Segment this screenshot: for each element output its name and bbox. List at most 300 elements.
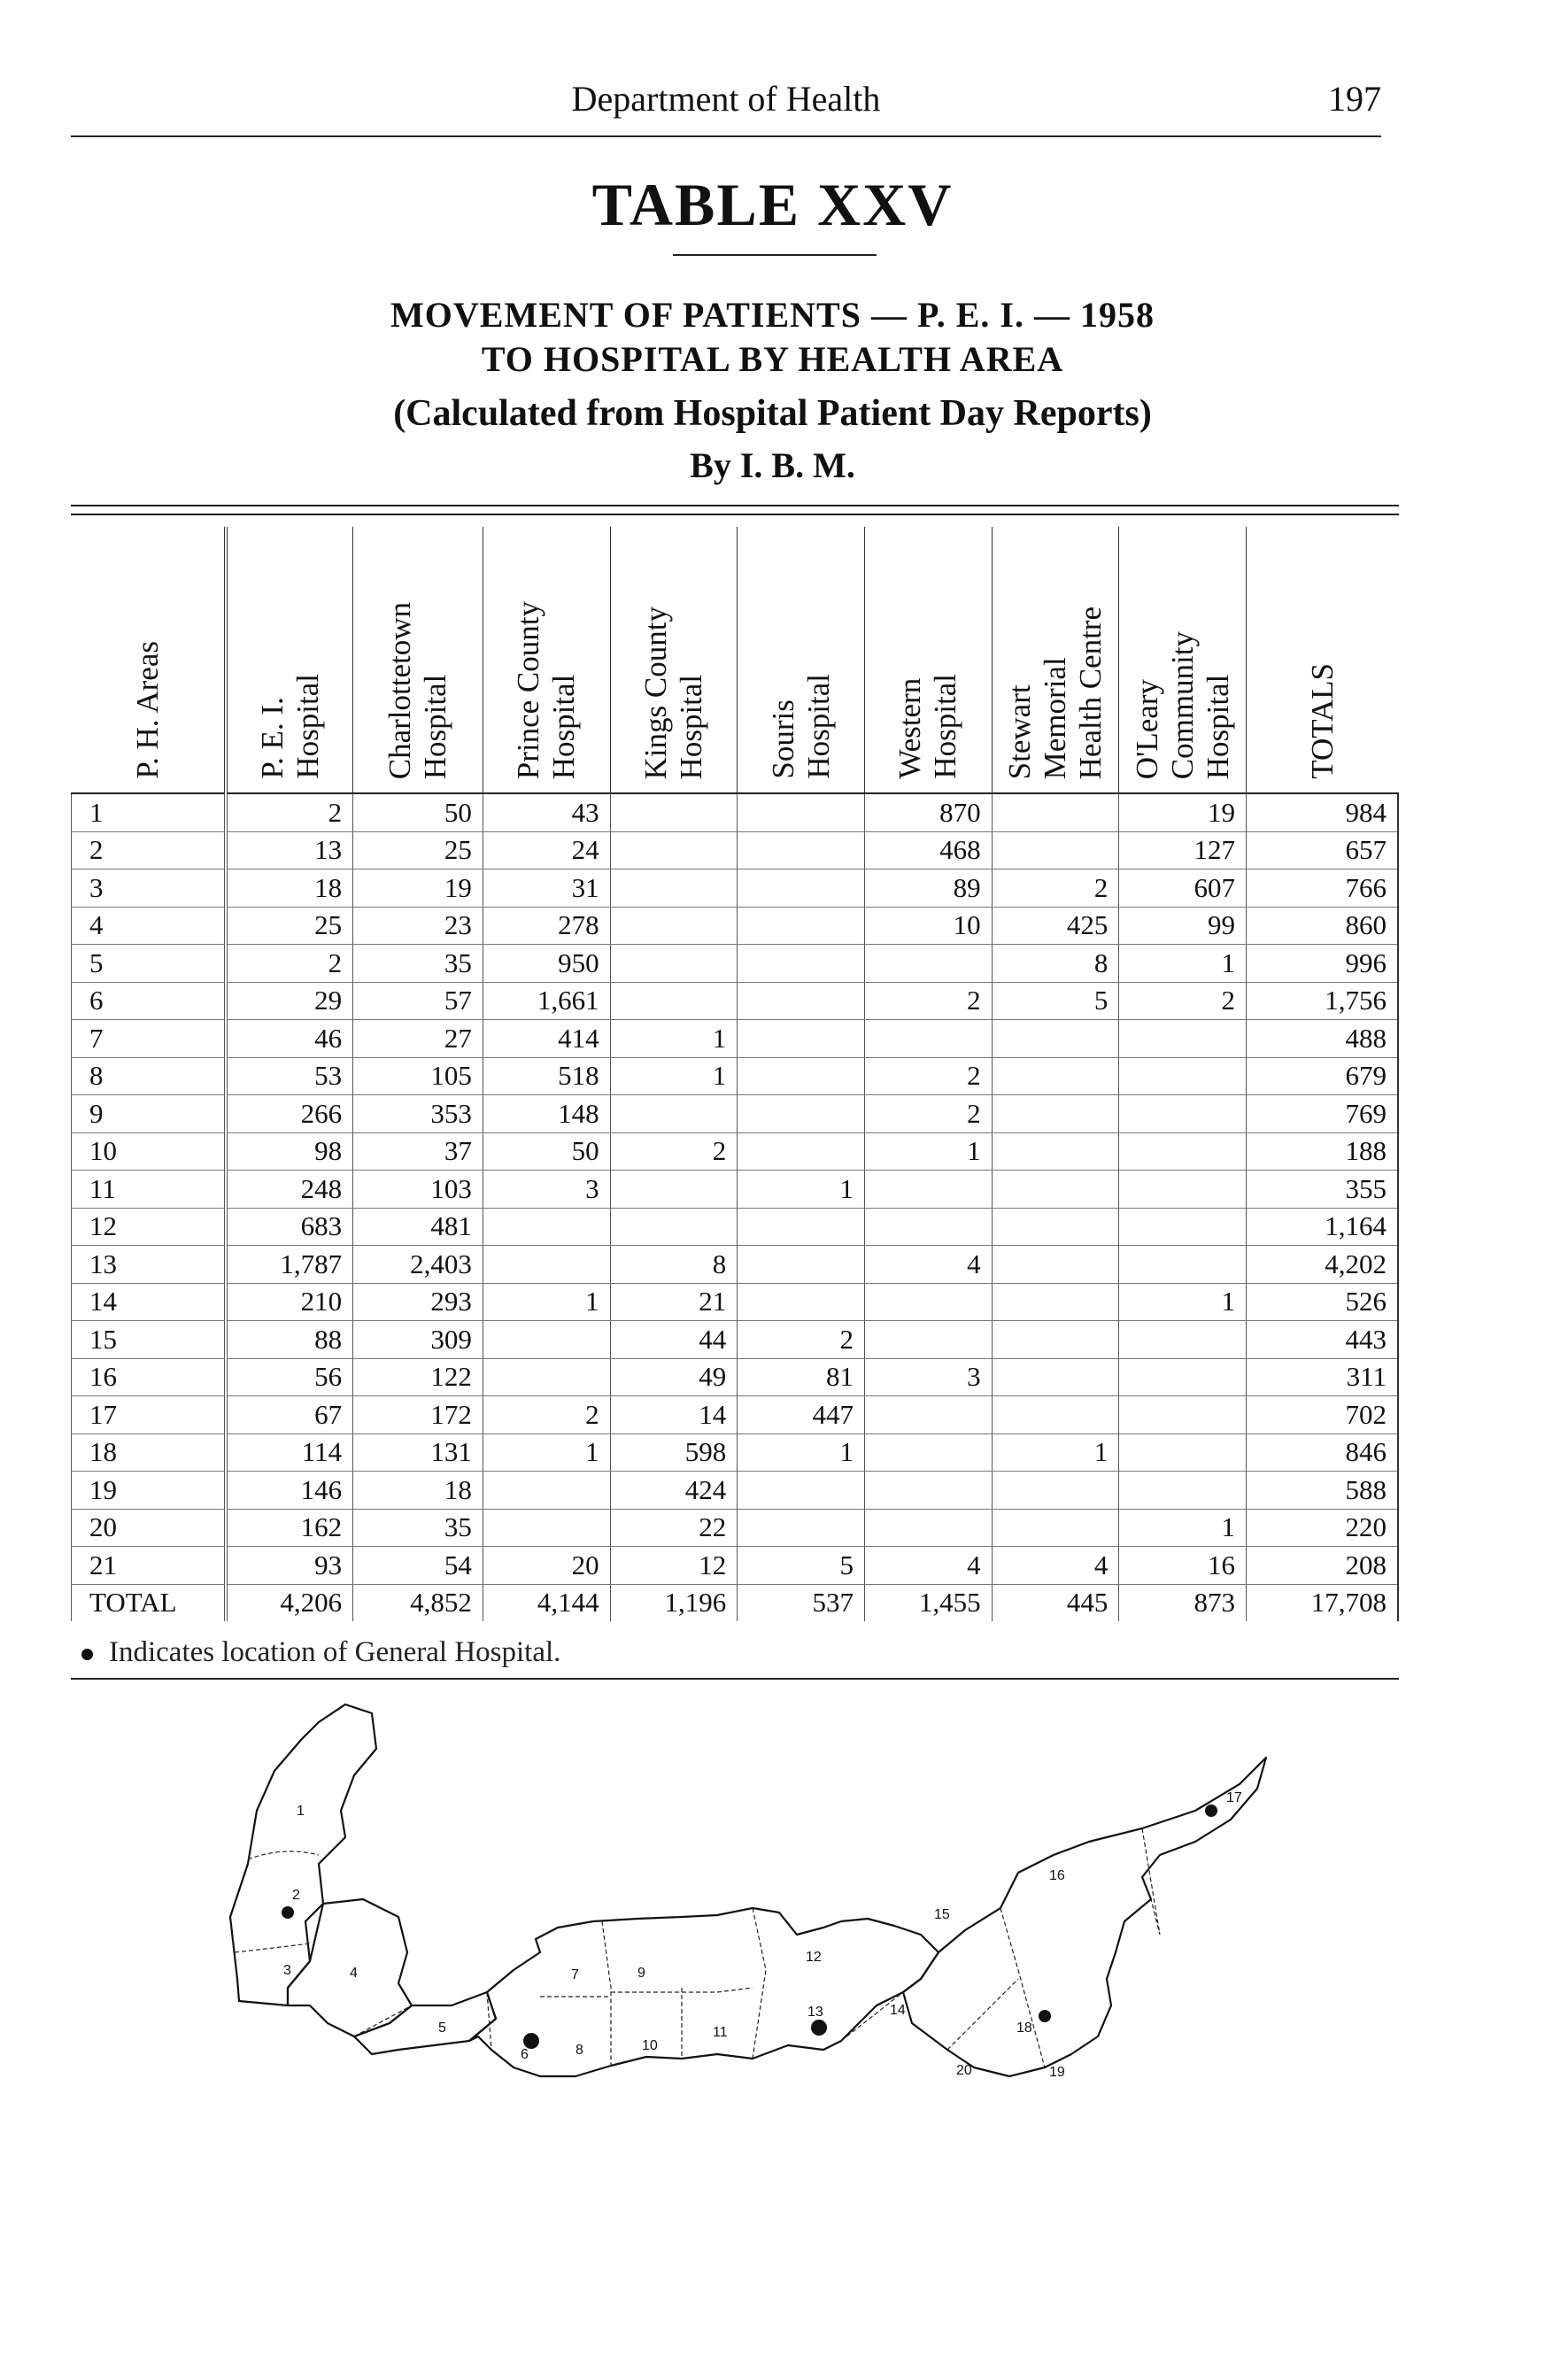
table-cell [864, 1472, 992, 1510]
table-cell [864, 1020, 992, 1058]
table-cell [992, 1396, 1119, 1434]
table-cell [992, 1095, 1119, 1133]
table-cell [992, 1283, 1119, 1321]
table-cell [1119, 1472, 1247, 1510]
table-cell [864, 1171, 992, 1209]
table-cell: 16 [1119, 1547, 1247, 1585]
table-row [72, 1020, 1399, 1058]
row-label-cell: 5 [72, 945, 226, 983]
table-cell: 19 [353, 869, 483, 908]
area-label: 20 [956, 2063, 972, 2078]
row-label-cell: 18 [72, 1433, 226, 1472]
table-cell: 18 [226, 869, 353, 908]
table-cell: 607 [1119, 869, 1247, 908]
table-row [72, 982, 1399, 1020]
table-cell [1119, 1057, 1247, 1095]
table-cell: 1 [610, 1020, 738, 1058]
table-cell [864, 1283, 992, 1321]
table-row [72, 793, 1399, 831]
table-cell [483, 1509, 610, 1547]
row-label-cell: 7 [72, 1020, 226, 1058]
table-cell: 25 [226, 907, 353, 945]
table-cell [738, 793, 865, 831]
table-body [72, 793, 1399, 1621]
table-cell [738, 1132, 865, 1171]
table-cell [1119, 1208, 1247, 1246]
table-cell: 1 [1119, 1509, 1247, 1547]
row-label-cell: 4 [72, 907, 226, 945]
table-cell: 2 [864, 1057, 992, 1095]
table-cell: 172 [353, 1396, 483, 1434]
table-cell [1119, 1246, 1247, 1284]
area-label: 3 [283, 1963, 291, 1978]
table-cell: 56 [226, 1358, 353, 1396]
row-label-cell: 10 [72, 1132, 226, 1171]
table-cell: 4,206 [226, 1584, 353, 1621]
table-cell: 1,756 [1247, 982, 1398, 1020]
table-cell: 248 [226, 1171, 353, 1209]
table-cell: 468 [864, 831, 992, 869]
table-cell: 1 [738, 1171, 865, 1209]
table-cell: 105 [353, 1057, 483, 1095]
table-cell: 4,852 [353, 1584, 483, 1621]
table-cell: 481 [353, 1208, 483, 1246]
table-cell: 2 [483, 1396, 610, 1434]
table-cell [610, 982, 738, 1020]
table-cell: 5 [992, 982, 1119, 1020]
boundary-20 [947, 1979, 1018, 2050]
table-cell: 769 [1247, 1095, 1398, 1133]
table-row [72, 1171, 1399, 1209]
row-label-cell: 14 [72, 1283, 226, 1321]
row-label-cell: 8 [72, 1057, 226, 1095]
table-cell: 122 [353, 1358, 483, 1396]
table-cell: 447 [738, 1396, 865, 1434]
area-label: 12 [806, 1950, 822, 1965]
table-cell: 873 [1119, 1584, 1247, 1621]
title-divider [673, 254, 877, 256]
table-cell [738, 982, 865, 1020]
table-cell: 54 [353, 1547, 483, 1585]
table-cell: 146 [226, 1472, 353, 1510]
table-cell: 210 [226, 1283, 353, 1321]
table-cell: 984 [1247, 793, 1398, 831]
table-cell [738, 869, 865, 908]
row-label-cell: TOTAL [72, 1584, 226, 1621]
table-row [72, 1433, 1399, 1472]
table-top-rule-2 [71, 514, 1399, 515]
column-header-label: P. H. Areas [129, 641, 165, 779]
table-cell: 1 [610, 1057, 738, 1095]
table-cell: 2 [864, 1095, 992, 1133]
table-cell: 2 [992, 869, 1119, 908]
table-cell: 148 [483, 1095, 610, 1133]
table-cell: 23 [353, 907, 483, 945]
west-area-5-outline [354, 1992, 496, 2054]
table-cell: 29 [226, 982, 353, 1020]
boundary-1-2 [248, 1851, 319, 1859]
table-cell: 5 [738, 1547, 865, 1585]
table-cell: 10 [864, 907, 992, 945]
table-cell: 127 [1119, 831, 1247, 869]
boundary-7-9 [602, 1921, 611, 2066]
column-header [353, 527, 483, 793]
row-label-cell: 20 [72, 1509, 226, 1547]
subtitle-line-4: By I. B. M. [690, 445, 855, 485]
table-cell [1119, 1095, 1247, 1133]
column-header-label: Souris Hospital [765, 674, 836, 779]
map-outline [230, 1704, 1266, 2076]
table-cell: 414 [483, 1020, 610, 1058]
table-cell: 1 [1119, 1283, 1247, 1321]
area-label: 10 [642, 2038, 658, 2053]
table-cell: 67 [226, 1396, 353, 1434]
column-header-label: P. E. I. Hospital [254, 674, 325, 779]
table-cell [610, 869, 738, 908]
table-cell [1119, 1396, 1247, 1434]
row-label-cell: 6 [72, 982, 226, 1020]
boundary-12-13 [753, 1908, 766, 2059]
table-cell [610, 831, 738, 869]
table-cell [610, 1095, 738, 1133]
table-cell: 518 [483, 1057, 610, 1095]
area-label: 4 [350, 1966, 358, 1981]
table-cell [1119, 1433, 1247, 1472]
table-cell [864, 1396, 992, 1434]
table-cell: 2 [864, 982, 992, 1020]
table-cell: 679 [1247, 1057, 1398, 1095]
table-cell: 425 [992, 907, 1119, 945]
hospital-dot-icon [1205, 1804, 1217, 1817]
column-header-label: Prince County Hospital [511, 600, 582, 779]
column-header [864, 527, 992, 793]
table-cell [992, 1472, 1119, 1510]
table-cell: 4,202 [1247, 1246, 1398, 1284]
table-cell [483, 1472, 610, 1510]
table-cell [483, 1246, 610, 1284]
general-hospital-dot-icon [81, 1649, 93, 1660]
area-label: 15 [934, 1907, 950, 1922]
table-cell: 1 [992, 1433, 1119, 1472]
footnote-rule [71, 1678, 1399, 1680]
table-cell: 31 [483, 869, 610, 908]
area-label: 19 [1049, 2065, 1065, 2080]
table-cell [992, 831, 1119, 869]
row-label-cell: 2 [72, 831, 226, 869]
table-row [72, 1208, 1399, 1246]
table-cell: 311 [1247, 1358, 1398, 1396]
table-cell: 309 [353, 1321, 483, 1359]
table-cell [738, 1246, 865, 1284]
row-label-cell: 12 [72, 1208, 226, 1246]
table-cell: 20 [483, 1547, 610, 1585]
boundary-15-16 [1000, 1908, 1045, 2067]
table-cell: 25 [353, 831, 483, 869]
column-header-label: Western Hospital [892, 674, 963, 779]
hospital-dot-icon [1039, 2010, 1051, 2022]
table-cell [992, 1509, 1119, 1547]
area-label: 9 [637, 1966, 645, 1981]
table-cell [992, 1246, 1119, 1284]
table-cell [738, 945, 865, 983]
table-cell: 24 [483, 831, 610, 869]
table-cell: 1 [483, 1433, 610, 1472]
table-cell: 14 [610, 1396, 738, 1434]
table-cell [1119, 1358, 1247, 1396]
table-cell: 88 [226, 1321, 353, 1359]
table-cell: 81 [738, 1358, 865, 1396]
table-cell [483, 1321, 610, 1359]
table-cell [610, 1208, 738, 1246]
table-cell: 13 [226, 831, 353, 869]
table-cell: 1 [1119, 945, 1247, 983]
table-cell: 293 [353, 1283, 483, 1321]
column-header-label: O'Leary Community Hospital [1129, 630, 1235, 779]
table-cell: 278 [483, 907, 610, 945]
table-cell [483, 1358, 610, 1396]
table-cell [610, 793, 738, 831]
table-row [72, 1321, 1399, 1359]
table-cell: 131 [353, 1433, 483, 1472]
hospital-dot-icon [282, 1906, 294, 1919]
table-cell [864, 1433, 992, 1472]
table-cell: 683 [226, 1208, 353, 1246]
table-cell [738, 1020, 865, 1058]
row-label-cell: 15 [72, 1321, 226, 1359]
table-cell: 188 [1247, 1132, 1398, 1171]
subtitle-line-1: MOVEMENT OF PATIENTS — P. E. I. — 1958 [390, 295, 1155, 335]
table-cell: 99 [1119, 907, 1247, 945]
table-cell: 43 [483, 793, 610, 831]
table-cell: 870 [864, 793, 992, 831]
table-cell: 1,661 [483, 982, 610, 1020]
table-cell: 8 [610, 1246, 738, 1284]
table-cell: 860 [1247, 907, 1398, 945]
column-header [483, 527, 610, 793]
table-cell: 526 [1247, 1283, 1398, 1321]
table-cell [610, 1171, 738, 1209]
row-label-cell: 3 [72, 869, 226, 908]
area-label: 8 [576, 2043, 583, 2058]
table-cell: 17,708 [1247, 1584, 1398, 1621]
table-header-row [72, 527, 1399, 793]
table-row [72, 1509, 1399, 1547]
table-cell [992, 1132, 1119, 1171]
table-cell: 49 [610, 1358, 738, 1396]
table-cell: 8 [992, 945, 1119, 983]
table-cell: 4 [864, 1547, 992, 1585]
column-header-label: Stewart Memorial Health Centre [1002, 606, 1109, 779]
area-label: 11 [713, 2025, 728, 2040]
table-cell [1119, 1132, 1247, 1171]
table-cell: 4 [864, 1246, 992, 1284]
table-cell [992, 1171, 1119, 1209]
table-cell: 57 [353, 982, 483, 1020]
table-row [72, 1396, 1399, 1434]
table-cell: 2 [738, 1321, 865, 1359]
table-cell: 1 [483, 1283, 610, 1321]
table-cell: 21 [610, 1283, 738, 1321]
table-cell [738, 1472, 865, 1510]
table-cell [992, 1321, 1119, 1359]
area-label: 5 [438, 2021, 446, 2036]
table-cell: 12 [610, 1547, 738, 1585]
table-cell [610, 907, 738, 945]
table-row [72, 1132, 1399, 1171]
table-cell: 445 [992, 1584, 1119, 1621]
table-cell: 89 [864, 869, 992, 908]
table-cell: 588 [1247, 1472, 1398, 1510]
table-top-rule [71, 505, 1399, 506]
hospital-markers [282, 1804, 1217, 2049]
table-cell: 3 [864, 1358, 992, 1396]
row-label-cell: 9 [72, 1095, 226, 1133]
column-header [610, 527, 738, 793]
table-cell: 35 [353, 1509, 483, 1547]
table-cell [738, 1095, 865, 1133]
table-cell: 355 [1247, 1171, 1398, 1209]
table-cell [1119, 1171, 1247, 1209]
table-cell [992, 793, 1119, 831]
table-row [72, 1246, 1399, 1284]
table-cell: 103 [353, 1171, 483, 1209]
table-cell: 18 [353, 1472, 483, 1510]
column-header [738, 527, 865, 793]
table-cell: 220 [1247, 1509, 1398, 1547]
totals-row [72, 1584, 1399, 1621]
table-cell: 996 [1247, 945, 1398, 983]
table-cell: 35 [353, 945, 483, 983]
column-header [992, 527, 1119, 793]
area-label: 13 [807, 2005, 823, 2020]
table-cell [864, 945, 992, 983]
table-cell: 846 [1247, 1433, 1398, 1472]
table-row [72, 907, 1399, 945]
subtitle-line-2: TO HOSPITAL BY HEALTH AREA [481, 339, 1064, 379]
table-cell [738, 1208, 865, 1246]
table-cell: 950 [483, 945, 610, 983]
table-cell [864, 1509, 992, 1547]
table-cell [992, 1208, 1119, 1246]
table-row [72, 1057, 1399, 1095]
table-cell [738, 1283, 865, 1321]
column-header-label: Charlottetown Hospital [382, 601, 453, 779]
table-row [72, 1358, 1399, 1396]
area-label: 1 [297, 1804, 305, 1819]
table-cell: 766 [1247, 869, 1398, 908]
column-header-label: Kings County Hospital [637, 606, 708, 779]
table-cell [1119, 1020, 1247, 1058]
table-cell: 19 [1119, 793, 1247, 831]
table-cell: 50 [353, 793, 483, 831]
table-cell [738, 831, 865, 869]
footnote-text: Indicates location of General Hospital. [109, 1636, 561, 1668]
table-cell: 598 [610, 1433, 738, 1472]
area-label: 7 [571, 1967, 579, 1982]
area-label: 2 [292, 1888, 300, 1903]
table-cell: 2,403 [353, 1246, 483, 1284]
column-header [226, 527, 353, 793]
table-cell: 114 [226, 1433, 353, 1472]
table-cell: 266 [226, 1095, 353, 1133]
hospital-dot-icon [811, 2020, 827, 2036]
column-header [1247, 527, 1398, 793]
table-cell [738, 1509, 865, 1547]
table-cell: 2 [610, 1132, 738, 1171]
subtitle-line-3: (Calculated from Hospital Patient Day Reports) [393, 393, 1152, 434]
table-row [72, 1472, 1399, 1510]
table-cell [864, 1208, 992, 1246]
table-cell: 44 [610, 1321, 738, 1359]
table-cell: 4,144 [483, 1584, 610, 1621]
table-cell: 657 [1247, 831, 1398, 869]
table-cell: 27 [353, 1020, 483, 1058]
west-lobe-outline [230, 1704, 376, 2005]
row-label-cell: 17 [72, 1396, 226, 1434]
table-cell: 1 [864, 1132, 992, 1171]
row-label-cell: 13 [72, 1246, 226, 1284]
row-label-cell: 11 [72, 1171, 226, 1209]
table-cell: 1,787 [226, 1246, 353, 1284]
table-cell: 1,164 [1247, 1208, 1398, 1246]
department-title: Department of Health [571, 79, 881, 119]
table-row [72, 831, 1399, 869]
row-label-cell: 16 [72, 1358, 226, 1396]
table-cell: 4 [992, 1547, 1119, 1585]
table-cell: 1 [738, 1433, 865, 1472]
table-cell: 488 [1247, 1020, 1398, 1058]
column-header [1119, 527, 1247, 793]
table-cell: 443 [1247, 1321, 1398, 1359]
row-label-cell: 1 [72, 793, 226, 831]
page-header [71, 78, 1381, 131]
area-label: 17 [1226, 1790, 1242, 1805]
table-row [72, 1095, 1399, 1133]
column-header [72, 527, 226, 793]
table-cell [483, 1208, 610, 1246]
table-cell [992, 1057, 1119, 1095]
table-cell: 22 [610, 1509, 738, 1547]
table-cell: 1,455 [864, 1584, 992, 1621]
patient-movement-table [71, 527, 1399, 1621]
table-cell: 2 [226, 793, 353, 831]
table-cell: 46 [226, 1020, 353, 1058]
table-cell [992, 1358, 1119, 1396]
table-cell: 2 [1119, 982, 1247, 1020]
table-cell: 2 [226, 945, 353, 983]
table-cell: 50 [483, 1132, 610, 1171]
table-cell: 93 [226, 1547, 353, 1585]
table-cell: 162 [226, 1509, 353, 1547]
table-cell: 208 [1247, 1547, 1398, 1585]
table-cell: 1,196 [610, 1584, 738, 1621]
table-row [72, 869, 1399, 908]
table-cell: 3 [483, 1171, 610, 1209]
table-row [72, 945, 1399, 983]
table-cell: 424 [610, 1472, 738, 1510]
boundary-2-3 [235, 1943, 310, 1952]
table-cell: 53 [226, 1057, 353, 1095]
pei-health-areas-map [221, 1687, 1310, 2183]
table-cell [864, 1321, 992, 1359]
header-rule [71, 135, 1381, 137]
boundary-4-5 [354, 2005, 412, 2036]
table-cell: 353 [353, 1095, 483, 1133]
area-label: 18 [1016, 2021, 1032, 2036]
area-label: 14 [890, 2003, 906, 2018]
row-label-cell: 21 [72, 1547, 226, 1585]
table-cell: 702 [1247, 1396, 1398, 1434]
